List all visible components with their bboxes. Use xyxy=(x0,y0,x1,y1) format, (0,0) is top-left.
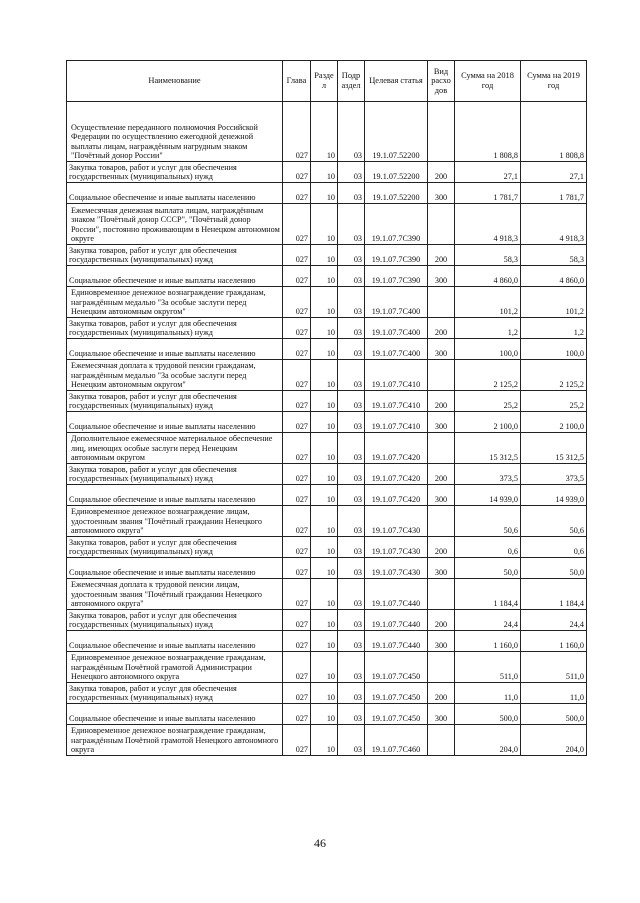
cell-name: Социальное обеспечение и иные выплаты населению xyxy=(67,339,283,360)
page-number: 46 xyxy=(314,836,326,850)
cell-sum-2018: 4 860,0 xyxy=(455,266,521,287)
cell-vid: 300 xyxy=(428,266,455,287)
cell-glava: 027 xyxy=(283,339,311,360)
cell-glava: 027 xyxy=(283,266,311,287)
cell-name: Закупка товаров, работ и услуг для обеспечения государственных (муниципальных) нужд xyxy=(67,318,283,339)
cell-vid: 300 xyxy=(428,704,455,725)
cell-name: Закупка товаров, работ и услуг для обеспечения государственных (муниципальных) нужд xyxy=(67,610,283,631)
cell-name: Закупка товаров, работ и услуг для обеспечения государственных (муниципальных) нужд xyxy=(67,464,283,485)
cell-podrazdel: 03 xyxy=(338,245,365,266)
cell-sum-2019: 24,4 xyxy=(521,610,587,631)
table-row xyxy=(67,464,587,485)
cell-name: Закупка товаров, работ и услуг для обеспечения государственных (муниципальных) нужд xyxy=(67,162,283,183)
cell-sum-2018: 25,2 xyxy=(455,391,521,412)
cell-sum-2019: 101,2 xyxy=(521,287,587,318)
cell-sum-2018: 204,0 xyxy=(455,725,521,756)
cell-razdel: 10 xyxy=(311,318,338,339)
cell-name: Социальное обеспечение и иные выплаты населению xyxy=(67,412,283,433)
cell-sum-2018: 14 939,0 xyxy=(455,485,521,506)
cell-podrazdel: 03 xyxy=(338,162,365,183)
cell-podrazdel: 03 xyxy=(338,579,365,610)
cell-celevaya: 19.1.07.7С450 xyxy=(365,683,428,704)
cell-name: Социальное обеспечение и иные выплаты населению xyxy=(67,558,283,579)
cell-razdel: 10 xyxy=(311,183,338,204)
cell-razdel: 10 xyxy=(311,433,338,464)
header-razdel: Разде л xyxy=(311,61,338,102)
cell-podrazdel: 03 xyxy=(338,725,365,756)
cell-vid xyxy=(428,204,455,245)
cell-sum-2019: 50,0 xyxy=(521,558,587,579)
cell-celevaya: 19.1.07.7С450 xyxy=(365,652,428,683)
cell-sum-2018: 1 808,8 xyxy=(455,102,521,162)
cell-podrazdel: 03 xyxy=(338,204,365,245)
table-row xyxy=(67,245,587,266)
cell-celevaya: 19.1.07.7С420 xyxy=(365,464,428,485)
cell-sum-2019: 2 100,0 xyxy=(521,412,587,433)
cell-podrazdel: 03 xyxy=(338,558,365,579)
cell-sum-2018: 0,6 xyxy=(455,537,521,558)
cell-celevaya: 19.1.07.7С440 xyxy=(365,610,428,631)
cell-sum-2018: 4 918,3 xyxy=(455,204,521,245)
cell-name: Единовременное денежное вознаграждение лицам, удостоенным звания "Почётный гражданин Ненецкого автономного округа" xyxy=(67,506,283,537)
cell-podrazdel: 03 xyxy=(338,318,365,339)
cell-celevaya: 19.1.07.52200 xyxy=(365,102,428,162)
cell-celevaya: 19.1.07.7С430 xyxy=(365,506,428,537)
table-row xyxy=(67,360,587,391)
cell-razdel: 10 xyxy=(311,506,338,537)
cell-razdel: 10 xyxy=(311,339,338,360)
cell-glava: 027 xyxy=(283,464,311,485)
cell-razdel: 10 xyxy=(311,266,338,287)
table-row xyxy=(67,318,587,339)
cell-celevaya: 19.1.07.7С430 xyxy=(365,537,428,558)
cell-podrazdel: 03 xyxy=(338,102,365,162)
cell-podrazdel: 03 xyxy=(338,412,365,433)
cell-vid: 300 xyxy=(428,485,455,506)
cell-razdel: 10 xyxy=(311,245,338,266)
cell-podrazdel: 03 xyxy=(338,506,365,537)
cell-sum-2018: 58,3 xyxy=(455,245,521,266)
cell-sum-2018: 50,6 xyxy=(455,506,521,537)
cell-celevaya: 19.1.07.52200 xyxy=(365,162,428,183)
cell-sum-2018: 27,1 xyxy=(455,162,521,183)
cell-glava: 027 xyxy=(283,579,311,610)
cell-podrazdel: 03 xyxy=(338,360,365,391)
cell-celevaya: 19.1.07.7С420 xyxy=(365,485,428,506)
cell-glava: 027 xyxy=(283,485,311,506)
cell-podrazdel: 03 xyxy=(338,652,365,683)
cell-sum-2018: 1 160,0 xyxy=(455,631,521,652)
cell-vid: 300 xyxy=(428,183,455,204)
cell-razdel: 10 xyxy=(311,204,338,245)
cell-celevaya: 19.1.07.7С390 xyxy=(365,245,428,266)
cell-razdel: 10 xyxy=(311,704,338,725)
cell-name: Социальное обеспечение и иные выплаты населению xyxy=(67,631,283,652)
cell-sum-2018: 15 312,5 xyxy=(455,433,521,464)
cell-celevaya: 19.1.07.7С410 xyxy=(365,360,428,391)
cell-podrazdel: 03 xyxy=(338,485,365,506)
cell-vid: 200 xyxy=(428,683,455,704)
cell-razdel: 10 xyxy=(311,287,338,318)
cell-celevaya: 19.1.07.7С400 xyxy=(365,287,428,318)
cell-sum-2019: 1 808,8 xyxy=(521,102,587,162)
table-row xyxy=(67,704,587,725)
table-row xyxy=(67,433,587,464)
cell-name: Ежемесячная денежная выплата лицам, награждённым знаком "Почётный донор СССР", "Почётный донор России", постоянно проживающим в Ненецком автономном округе xyxy=(67,204,283,245)
cell-celevaya: 19.1.07.7С450 xyxy=(365,704,428,725)
cell-name: Ежемесячная доплата к трудовой пенсии гражданам, награждённым медалью "За особые заслуги перед Ненецким автономным округом" xyxy=(67,360,283,391)
cell-sum-2019: 1,2 xyxy=(521,318,587,339)
cell-glava: 027 xyxy=(283,245,311,266)
cell-sum-2018: 500,0 xyxy=(455,704,521,725)
cell-glava: 027 xyxy=(283,558,311,579)
header-name: Наименование xyxy=(67,61,283,102)
cell-razdel: 10 xyxy=(311,725,338,756)
cell-glava: 027 xyxy=(283,652,311,683)
cell-name: Единовременное денежное вознаграждение гражданам, награждённым медалью "За особые заслуги перед Ненецким автономным округом" xyxy=(67,287,283,318)
cell-sum-2018: 373,5 xyxy=(455,464,521,485)
table-row xyxy=(67,102,587,162)
cell-glava: 027 xyxy=(283,537,311,558)
cell-vid: 300 xyxy=(428,631,455,652)
cell-celevaya: 19.1.07.7С440 xyxy=(365,579,428,610)
cell-glava: 027 xyxy=(283,610,311,631)
table-row xyxy=(67,391,587,412)
cell-vid: 200 xyxy=(428,610,455,631)
table-row xyxy=(67,412,587,433)
cell-glava: 027 xyxy=(283,162,311,183)
cell-sum-2018: 1 184,4 xyxy=(455,579,521,610)
cell-glava: 027 xyxy=(283,391,311,412)
cell-razdel: 10 xyxy=(311,537,338,558)
cell-glava: 027 xyxy=(283,412,311,433)
cell-name: Социальное обеспечение и иные выплаты населению xyxy=(67,704,283,725)
cell-glava: 027 xyxy=(283,631,311,652)
cell-vid: 300 xyxy=(428,412,455,433)
cell-sum-2018: 24,4 xyxy=(455,610,521,631)
cell-sum-2019: 58,3 xyxy=(521,245,587,266)
header-sum-2019: Сумма на 2019 год xyxy=(521,61,587,102)
header-sum-2018: Сумма на 2018 год xyxy=(455,61,521,102)
cell-name: Единовременное денежное вознаграждение гражданам, награждённым Почётной грамотой Администрации Ненецкого автономного округа xyxy=(67,652,283,683)
cell-razdel: 10 xyxy=(311,652,338,683)
cell-sum-2019: 500,0 xyxy=(521,704,587,725)
cell-podrazdel: 03 xyxy=(338,610,365,631)
cell-vid: 200 xyxy=(428,391,455,412)
table-row xyxy=(67,204,587,245)
cell-vid xyxy=(428,579,455,610)
cell-sum-2019: 27,1 xyxy=(521,162,587,183)
cell-celevaya: 19.1.07.7С390 xyxy=(365,266,428,287)
cell-razdel: 10 xyxy=(311,485,338,506)
cell-celevaya: 19.1.07.7С410 xyxy=(365,412,428,433)
cell-glava: 027 xyxy=(283,318,311,339)
cell-name: Дополнительное ежемесячное материальное обеспечение лиц, имеющих особые заслуги перед Ненецким автономным округом xyxy=(67,433,283,464)
cell-podrazdel: 03 xyxy=(338,183,365,204)
cell-podrazdel: 03 xyxy=(338,683,365,704)
cell-name: Ежемесячная доплата к трудовой пенсии лицам, удостоенным звания "Почётный гражданин Ненецкого автономного округа" xyxy=(67,579,283,610)
table-row xyxy=(67,537,587,558)
cell-celevaya: 19.1.07.7С430 xyxy=(365,558,428,579)
cell-vid xyxy=(428,102,455,162)
cell-celevaya: 19.1.07.7С440 xyxy=(365,631,428,652)
cell-vid: 200 xyxy=(428,162,455,183)
table-row xyxy=(67,725,587,756)
cell-podrazdel: 03 xyxy=(338,339,365,360)
cell-sum-2019: 1 184,4 xyxy=(521,579,587,610)
table-row xyxy=(67,162,587,183)
header-glava: Глава xyxy=(283,61,311,102)
cell-vid xyxy=(428,287,455,318)
header-celevaya: Целевая статья xyxy=(365,61,428,102)
table-row xyxy=(67,579,587,610)
cell-celevaya: 19.1.07.7С390 xyxy=(365,204,428,245)
cell-glava: 027 xyxy=(283,725,311,756)
cell-name: Осуществление переданного полномочия Российской Федерации по осуществлению ежегодной денежной выплаты лицам, награждённым нагрудным знаком "Почётный донор России" xyxy=(67,102,283,162)
table-row xyxy=(67,339,587,360)
cell-vid xyxy=(428,725,455,756)
cell-sum-2018: 511,0 xyxy=(455,652,521,683)
cell-razdel: 10 xyxy=(311,579,338,610)
cell-celevaya: 19.1.07.7С410 xyxy=(365,391,428,412)
cell-name: Социальное обеспечение и иные выплаты населению xyxy=(67,266,283,287)
cell-glava: 027 xyxy=(283,506,311,537)
cell-sum-2018: 101,2 xyxy=(455,287,521,318)
cell-sum-2019: 4 918,3 xyxy=(521,204,587,245)
budget-table xyxy=(66,60,587,756)
cell-name: Единовременное денежное вознаграждение гражданам, награждённым Почётной грамотой Ненецкого автономного округа xyxy=(67,725,283,756)
cell-sum-2019: 2 125,2 xyxy=(521,360,587,391)
cell-sum-2019: 1 781,7 xyxy=(521,183,587,204)
cell-sum-2018: 11,0 xyxy=(455,683,521,704)
cell-sum-2019: 15 312,5 xyxy=(521,433,587,464)
cell-glava: 027 xyxy=(283,183,311,204)
cell-sum-2019: 100,0 xyxy=(521,339,587,360)
cell-podrazdel: 03 xyxy=(338,287,365,318)
cell-celevaya: 19.1.07.7С420 xyxy=(365,433,428,464)
table-row xyxy=(67,506,587,537)
cell-podrazdel: 03 xyxy=(338,433,365,464)
table-row xyxy=(67,610,587,631)
cell-sum-2018: 2 100,0 xyxy=(455,412,521,433)
cell-razdel: 10 xyxy=(311,631,338,652)
table-row xyxy=(67,558,587,579)
cell-razdel: 10 xyxy=(311,610,338,631)
cell-vid xyxy=(428,360,455,391)
cell-glava: 027 xyxy=(283,704,311,725)
cell-glava: 027 xyxy=(283,683,311,704)
cell-name: Социальное обеспечение и иные выплаты населению xyxy=(67,183,283,204)
cell-name: Социальное обеспечение и иные выплаты населению xyxy=(67,485,283,506)
cell-sum-2018: 100,0 xyxy=(455,339,521,360)
cell-glava: 027 xyxy=(283,204,311,245)
cell-glava: 027 xyxy=(283,287,311,318)
cell-razdel: 10 xyxy=(311,683,338,704)
cell-podrazdel: 03 xyxy=(338,704,365,725)
cell-sum-2019: 0,6 xyxy=(521,537,587,558)
table-row xyxy=(67,683,587,704)
cell-celevaya: 19.1.07.7С400 xyxy=(365,318,428,339)
cell-podrazdel: 03 xyxy=(338,537,365,558)
cell-sum-2019: 25,2 xyxy=(521,391,587,412)
cell-vid: 200 xyxy=(428,464,455,485)
cell-name: Закупка товаров, работ и услуг для обеспечения государственных (муниципальных) нужд xyxy=(67,245,283,266)
cell-sum-2018: 2 125,2 xyxy=(455,360,521,391)
cell-razdel: 10 xyxy=(311,102,338,162)
table-row xyxy=(67,652,587,683)
cell-razdel: 10 xyxy=(311,360,338,391)
cell-podrazdel: 03 xyxy=(338,391,365,412)
cell-vid xyxy=(428,506,455,537)
table-row xyxy=(67,287,587,318)
cell-vid: 200 xyxy=(428,537,455,558)
cell-podrazdel: 03 xyxy=(338,266,365,287)
cell-glava: 027 xyxy=(283,360,311,391)
header-vid: Вид расхо дов xyxy=(428,61,455,102)
cell-sum-2018: 50,0 xyxy=(455,558,521,579)
cell-razdel: 10 xyxy=(311,391,338,412)
cell-razdel: 10 xyxy=(311,464,338,485)
cell-celevaya: 19.1.07.52200 xyxy=(365,183,428,204)
cell-sum-2019: 511,0 xyxy=(521,652,587,683)
cell-vid xyxy=(428,652,455,683)
table-body xyxy=(67,102,587,756)
cell-podrazdel: 03 xyxy=(338,464,365,485)
table-row xyxy=(67,266,587,287)
cell-sum-2019: 4 860,0 xyxy=(521,266,587,287)
cell-celevaya: 19.1.07.7С400 xyxy=(365,339,428,360)
cell-vid: 300 xyxy=(428,339,455,360)
budget-sheet xyxy=(66,60,586,756)
cell-name: Закупка товаров, работ и услуг для обеспечения государственных (муниципальных) нужд xyxy=(67,391,283,412)
cell-celevaya: 19.1.07.7С460 xyxy=(365,725,428,756)
cell-sum-2019: 373,5 xyxy=(521,464,587,485)
cell-name: Закупка товаров, работ и услуг для обеспечения государственных (муниципальных) нужд xyxy=(67,683,283,704)
cell-sum-2019: 14 939,0 xyxy=(521,485,587,506)
table-row xyxy=(67,183,587,204)
cell-sum-2018: 1 781,7 xyxy=(455,183,521,204)
cell-razdel: 10 xyxy=(311,162,338,183)
cell-razdel: 10 xyxy=(311,412,338,433)
cell-sum-2019: 1 160,0 xyxy=(521,631,587,652)
cell-vid: 200 xyxy=(428,318,455,339)
table-row xyxy=(67,631,587,652)
cell-glava: 027 xyxy=(283,433,311,464)
cell-sum-2019: 50,6 xyxy=(521,506,587,537)
cell-razdel: 10 xyxy=(311,558,338,579)
cell-vid xyxy=(428,433,455,464)
cell-name: Закупка товаров, работ и услуг для обеспечения государственных (муниципальных) нужд xyxy=(67,537,283,558)
cell-sum-2019: 11,0 xyxy=(521,683,587,704)
cell-vid: 200 xyxy=(428,245,455,266)
table-row xyxy=(67,485,587,506)
cell-sum-2018: 1,2 xyxy=(455,318,521,339)
table-header-row xyxy=(67,61,587,102)
cell-vid: 300 xyxy=(428,558,455,579)
cell-sum-2019: 204,0 xyxy=(521,725,587,756)
cell-podrazdel: 03 xyxy=(338,631,365,652)
header-podrazdel: Подр аздел xyxy=(338,61,365,102)
cell-glava: 027 xyxy=(283,102,311,162)
